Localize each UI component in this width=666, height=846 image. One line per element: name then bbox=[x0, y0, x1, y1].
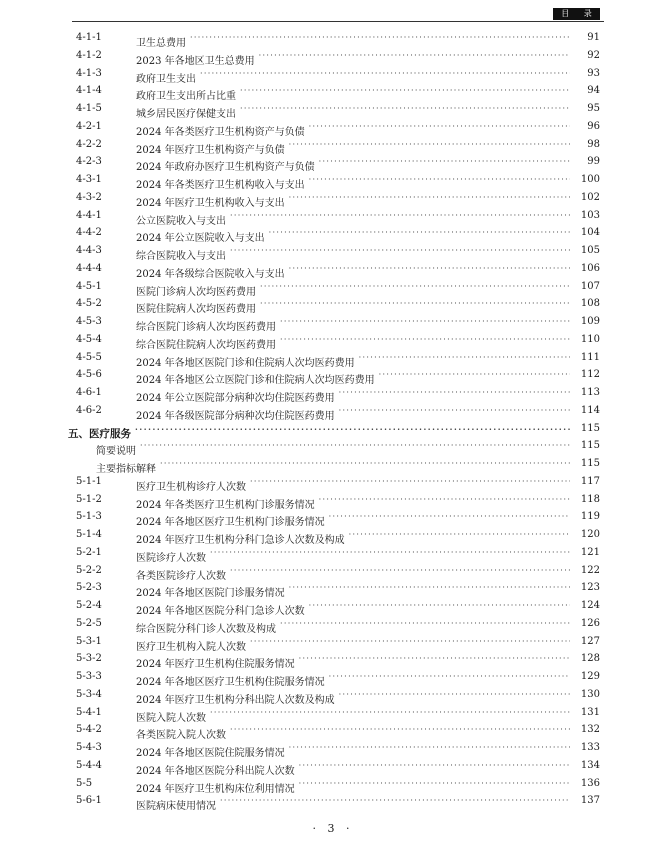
toc-entry-leader bbox=[136, 261, 600, 280]
toc-entry-title: 医院住院病人次均医药费用 bbox=[136, 304, 256, 316]
dot-leader bbox=[309, 598, 600, 614]
dot-leader bbox=[200, 66, 600, 82]
dot-leader bbox=[210, 705, 600, 721]
toc-entry-title: 医院病床使用情况 bbox=[136, 801, 216, 813]
toc-entry-title: 2024 年医疗卫生机构分科出院人次数及构成 bbox=[136, 694, 335, 706]
toc-entry[interactable] bbox=[0, 634, 666, 653]
toc-entry-title: 2024 年各地区公立医院门诊和住院病人次均医药费用 bbox=[136, 375, 375, 387]
toc-entry-leader bbox=[136, 651, 600, 671]
toc-entry-leader bbox=[136, 616, 600, 635]
toc-entry-leader bbox=[136, 367, 600, 387]
toc-entry-leader bbox=[136, 705, 600, 724]
toc-entry-number: 4-4-3 bbox=[76, 245, 102, 256]
toc-entry-title: 2024 年医疗卫生机构床位利用情况 bbox=[136, 783, 295, 795]
toc-entry-title: 2024 年医疗卫生机构分科门急诊人次数及构成 bbox=[136, 535, 345, 546]
dot-leader bbox=[349, 527, 600, 543]
toc-entry-title: 主要指标解释 bbox=[96, 464, 156, 475]
toc-entry-leader bbox=[68, 421, 600, 440]
toc-entry-title: 政府卫生支出 bbox=[136, 73, 196, 85]
dot-leader bbox=[299, 776, 600, 792]
toc-entry[interactable] bbox=[0, 101, 666, 120]
toc-entry-page: 121 bbox=[570, 545, 600, 561]
toc-entry-title: 医疗卫生机构诊疗人次数 bbox=[136, 481, 246, 493]
toc-entry-page: 118 bbox=[570, 492, 600, 508]
toc-entry-leader bbox=[136, 598, 600, 617]
toc-entry-leader bbox=[136, 314, 600, 333]
dot-leader bbox=[289, 580, 600, 596]
dot-leader bbox=[309, 172, 600, 188]
toc-entry-page: 111 bbox=[570, 350, 600, 366]
toc-entry-title: 2024 年各地区医院住院服务情况 bbox=[136, 748, 285, 759]
toc-entry-page: 117 bbox=[570, 474, 600, 490]
toc-entry-title: 各类医院诊疗人次数 bbox=[136, 570, 226, 582]
dot-leader bbox=[260, 279, 600, 295]
dot-leader bbox=[329, 509, 600, 525]
dot-leader bbox=[230, 722, 600, 738]
toc-entry-title: 2024 年各地区医院分科门急诊人次数 bbox=[136, 606, 305, 617]
toc-entry-page: 119 bbox=[570, 509, 600, 525]
dot-leader bbox=[289, 261, 600, 277]
toc-entry-page: 132 bbox=[570, 722, 600, 738]
toc-entry-page: 128 bbox=[570, 651, 600, 667]
dot-leader bbox=[359, 350, 600, 366]
toc-entry-title: 2024 年各级医院部分病种次均住院医药费用 bbox=[136, 410, 335, 422]
toc-entry-page: 124 bbox=[570, 598, 600, 614]
toc-entry-page: 120 bbox=[570, 527, 600, 543]
toc-entry-page: 94 bbox=[570, 83, 600, 99]
dot-leader bbox=[250, 634, 600, 650]
dot-leader bbox=[210, 545, 600, 561]
toc-entry-page: 115 bbox=[570, 438, 600, 454]
toc-entry-page: 122 bbox=[570, 563, 600, 579]
toc-entry[interactable] bbox=[0, 403, 666, 422]
toc-entry-page: 91 bbox=[570, 30, 600, 46]
toc-entry-leader bbox=[136, 474, 600, 493]
toc-entry-leader bbox=[136, 172, 600, 191]
toc-entry-leader bbox=[136, 48, 600, 67]
toc-entry-number: 4-6-2 bbox=[76, 404, 102, 416]
toc-entry-title: 综合医院收入与支出 bbox=[136, 251, 226, 262]
toc-entry-number: 5-2-1 bbox=[76, 546, 102, 558]
toc-entry-leader bbox=[136, 225, 600, 245]
section-header-tag: 目 录 bbox=[553, 8, 600, 20]
toc-entry-title: 简要说明 bbox=[96, 446, 136, 458]
toc-entry-number: 5-1-3 bbox=[76, 511, 102, 523]
dot-leader bbox=[339, 385, 600, 401]
toc-entry-leader bbox=[136, 545, 600, 564]
toc-entry-page: 106 bbox=[570, 261, 600, 277]
dot-leader bbox=[329, 669, 600, 685]
toc-entry-number: 4-2-2 bbox=[76, 138, 102, 150]
toc-entry[interactable] bbox=[0, 243, 666, 262]
toc-entry-page: 115 bbox=[570, 421, 600, 437]
toc-entry-leader bbox=[136, 119, 600, 138]
dot-leader bbox=[339, 687, 600, 703]
toc-entry[interactable] bbox=[0, 651, 666, 671]
toc-entry[interactable] bbox=[0, 776, 666, 795]
toc-entry-number: 4-5-3 bbox=[76, 316, 102, 327]
toc-entry-leader bbox=[136, 758, 600, 777]
toc-entry-number: 5-3-3 bbox=[76, 671, 102, 682]
dot-leader bbox=[230, 563, 600, 579]
dot-leader bbox=[190, 30, 600, 46]
dot-leader bbox=[299, 651, 600, 667]
toc-entry-page: 129 bbox=[570, 669, 600, 685]
toc-entry-leader bbox=[96, 456, 600, 475]
toc-entry-page: 113 bbox=[570, 385, 600, 401]
toc-entry[interactable] bbox=[0, 527, 666, 546]
toc-entry[interactable] bbox=[0, 367, 666, 387]
toc-entry-page: 108 bbox=[570, 296, 600, 312]
toc-entry-leader bbox=[136, 279, 600, 298]
toc-entry-number: 5-4-4 bbox=[76, 759, 102, 771]
toc-entry-page: 102 bbox=[570, 190, 600, 206]
toc-entry-number: 5-5 bbox=[76, 777, 93, 789]
toc-entry[interactable] bbox=[0, 616, 666, 635]
toc-entry-page: 98 bbox=[570, 137, 600, 153]
toc-entry-page: 110 bbox=[570, 332, 600, 348]
dot-leader bbox=[339, 403, 600, 419]
toc-entry[interactable] bbox=[0, 30, 666, 49]
toc-entry-number: 4-2-1 bbox=[76, 120, 102, 132]
toc-entry-number: 4-4-1 bbox=[76, 209, 102, 221]
toc-entry[interactable] bbox=[0, 687, 666, 706]
toc-entry-number: 5-2-5 bbox=[76, 617, 102, 629]
toc-entry-leader bbox=[136, 296, 600, 316]
toc-entry-title: 医院诊疗人次数 bbox=[136, 552, 206, 564]
toc-entry-title: 公立医院收入与支出 bbox=[136, 215, 226, 227]
toc-entry[interactable] bbox=[0, 137, 666, 156]
toc-entry-page: 100 bbox=[570, 172, 600, 188]
toc-entry-title: 综合医院住院病人次均医药费用 bbox=[136, 339, 276, 351]
toc-entry-page: 126 bbox=[570, 616, 600, 632]
toc-entry-page: 127 bbox=[570, 634, 600, 650]
toc-entry-number: 4-4-4 bbox=[76, 262, 102, 274]
dot-leader bbox=[220, 793, 600, 809]
toc-entry[interactable] bbox=[0, 48, 666, 67]
toc-entry-page: 123 bbox=[570, 580, 600, 596]
toc-entry-page: 114 bbox=[570, 403, 600, 419]
toc-entry-leader bbox=[136, 350, 600, 369]
dot-leader bbox=[319, 492, 600, 508]
toc-entry[interactable] bbox=[0, 705, 666, 724]
toc-entry[interactable] bbox=[0, 598, 666, 617]
toc-entry[interactable] bbox=[0, 563, 666, 582]
toc-entry-page: 137 bbox=[570, 793, 600, 809]
dot-leader bbox=[280, 616, 600, 632]
toc-entry-title: 2024 年各地区医疗卫生机构门诊服务情况 bbox=[136, 517, 325, 529]
toc-entry[interactable] bbox=[0, 225, 666, 245]
dot-leader bbox=[140, 438, 600, 454]
toc-entry-page: 96 bbox=[570, 119, 600, 135]
toc-entry-number: 4-1-4 bbox=[76, 85, 102, 97]
dot-leader bbox=[135, 421, 600, 437]
toc-entry-number: 4-5-6 bbox=[76, 369, 102, 381]
toc-entry-leader bbox=[136, 580, 600, 600]
toc-entry[interactable] bbox=[0, 261, 666, 280]
page-number: · 3 · bbox=[312, 822, 354, 835]
toc-entry[interactable] bbox=[0, 314, 666, 333]
toc-entry-leader bbox=[136, 563, 600, 582]
toc-entry[interactable] bbox=[0, 385, 666, 404]
dot-leader bbox=[250, 474, 600, 490]
toc-entry-title: 医疗卫生机构入院人次数 bbox=[136, 641, 246, 653]
toc-entry-number: 4-2-3 bbox=[76, 156, 102, 168]
dot-leader bbox=[240, 83, 600, 99]
toc-entry-title: 2024 年各地区医院门诊和住院病人次均医药费用 bbox=[136, 357, 355, 369]
dot-leader bbox=[280, 314, 600, 330]
toc-entry-number: 4-6-1 bbox=[76, 387, 102, 398]
toc-entry-page: 93 bbox=[570, 66, 600, 82]
toc-entry-page: 105 bbox=[570, 243, 600, 259]
dot-leader bbox=[280, 332, 600, 348]
toc-entry-title: 2024 年各类医疗卫生机构资产与负债 bbox=[136, 126, 305, 138]
toc-entry[interactable] bbox=[0, 208, 666, 227]
toc-entry-title: 2024 年各地区医院门诊服务情况 bbox=[136, 588, 285, 600]
toc-entry-title: 2024 年各地区医疗卫生机构住院服务情况 bbox=[136, 677, 325, 688]
toc-entry-title: 2024 年公立医院部分病种次均住院医药费用 bbox=[136, 393, 335, 404]
toc-entry-number: 5-3-4 bbox=[76, 688, 102, 700]
toc-entry-number: 4-1-3 bbox=[76, 67, 102, 79]
dot-leader bbox=[230, 243, 600, 259]
toc-entry-number: 4-1-5 bbox=[76, 103, 102, 114]
toc-entry[interactable] bbox=[0, 545, 666, 564]
dot-leader bbox=[379, 367, 600, 383]
toc-entry-title: 五、医疗服务 bbox=[68, 427, 131, 440]
toc-entry-leader bbox=[136, 492, 600, 511]
dot-leader bbox=[299, 758, 600, 774]
dot-leader bbox=[319, 154, 600, 170]
toc-entry-number: 4-5-5 bbox=[76, 351, 102, 363]
toc-entry-page: 99 bbox=[570, 154, 600, 170]
toc-entry-leader bbox=[136, 190, 600, 209]
toc-entry-leader bbox=[136, 66, 600, 85]
header-rule bbox=[72, 21, 604, 22]
toc-entry-title: 各类医院入院人次数 bbox=[136, 730, 226, 742]
toc-entry-page: 133 bbox=[570, 740, 600, 756]
toc-entry-number: 4-5-4 bbox=[76, 333, 102, 345]
toc-entry[interactable] bbox=[0, 66, 666, 85]
toc-entry-number: 4-1-1 bbox=[76, 32, 102, 43]
toc-entry-title: 2024 年各地区医院分科出院人次数 bbox=[136, 765, 295, 777]
toc-entry-leader bbox=[136, 332, 600, 351]
toc-entry[interactable] bbox=[0, 492, 666, 511]
toc-entry-number: 5-3-2 bbox=[76, 653, 102, 665]
toc-entry-number: 5-2-3 bbox=[76, 582, 102, 594]
toc-entry[interactable] bbox=[0, 722, 666, 742]
toc-entry-leader bbox=[136, 687, 600, 706]
toc-entry[interactable] bbox=[0, 190, 666, 209]
toc-entry-title: 综合医院分科门诊人次数及构成 bbox=[136, 623, 276, 635]
toc-entry-title: 2024 年各级综合医院收入与支出 bbox=[136, 268, 285, 280]
toc-entry-number: 5-2-4 bbox=[76, 600, 102, 611]
toc-entry-page: 112 bbox=[570, 367, 600, 383]
toc-entry-title: 2024 年医疗卫生机构住院服务情况 bbox=[136, 659, 295, 671]
toc-entry[interactable] bbox=[0, 580, 666, 600]
toc-entry-number: 4-5-1 bbox=[76, 280, 102, 292]
toc-entry-title: 2023 年各地区卫生总费用 bbox=[136, 55, 255, 67]
dot-leader bbox=[309, 119, 600, 135]
toc-entry-title: 医院门诊病人次均医药费用 bbox=[136, 286, 256, 298]
toc-entry[interactable] bbox=[0, 509, 666, 529]
toc-entry-leader bbox=[136, 137, 600, 156]
toc-entry-number: 5-2-2 bbox=[76, 564, 102, 576]
toc-entry-leader bbox=[136, 154, 600, 174]
toc-entry-number: 4-5-2 bbox=[76, 298, 102, 310]
toc-entry-leader bbox=[136, 722, 600, 742]
dot-leader bbox=[230, 208, 600, 224]
toc-entry-leader bbox=[136, 669, 600, 688]
toc-entry-title: 卫生总费用 bbox=[136, 38, 186, 49]
toc-entry-number: 5-3-1 bbox=[76, 635, 102, 647]
toc-entry[interactable] bbox=[0, 332, 666, 351]
toc-entry[interactable] bbox=[0, 669, 666, 688]
toc-entry-page: 109 bbox=[570, 314, 600, 330]
toc-entry[interactable] bbox=[0, 154, 666, 174]
dot-leader bbox=[289, 190, 600, 206]
toc-entry[interactable] bbox=[0, 296, 666, 316]
toc-entry-leader bbox=[136, 208, 600, 227]
dot-leader bbox=[240, 101, 600, 117]
toc-entry-page: 134 bbox=[570, 758, 600, 774]
toc-entry[interactable] bbox=[0, 793, 666, 813]
toc-entry[interactable] bbox=[0, 279, 666, 298]
toc-entry-number: 5-1-1 bbox=[76, 475, 102, 487]
toc-entry[interactable] bbox=[0, 119, 666, 138]
toc-entry-title: 城乡居民医疗保健支出 bbox=[136, 109, 236, 120]
toc-entry-page: 92 bbox=[570, 48, 600, 64]
dot-leader bbox=[260, 296, 600, 312]
toc-entry-number: 5-6-1 bbox=[76, 795, 102, 807]
toc-entry[interactable] bbox=[0, 758, 666, 777]
toc-entry-page: 136 bbox=[570, 776, 600, 792]
toc-entry-leader bbox=[136, 385, 600, 404]
toc-entry-leader bbox=[136, 793, 600, 813]
toc-entry-number: 5-1-2 bbox=[76, 493, 102, 505]
toc-entry-number: 4-4-2 bbox=[76, 227, 102, 239]
toc-entry-leader bbox=[136, 243, 600, 262]
toc-entry-title: 2024 年政府办医疗卫生机构资产与负债 bbox=[136, 162, 315, 174]
toc-entry-page: 130 bbox=[570, 687, 600, 703]
toc-entry-leader bbox=[136, 101, 600, 120]
toc-entry-leader bbox=[136, 634, 600, 653]
toc-section-heading[interactable] bbox=[0, 421, 666, 440]
toc-entry-number: 4-3-1 bbox=[76, 174, 102, 185]
toc-entry-leader bbox=[136, 30, 600, 49]
toc-entry-leader bbox=[136, 776, 600, 795]
toc-entry[interactable] bbox=[0, 474, 666, 493]
toc-entry-page: 104 bbox=[570, 225, 600, 241]
dot-leader bbox=[289, 137, 600, 153]
dot-leader bbox=[160, 456, 600, 472]
toc-entry-title: 2024 年医疗卫生机构资产与负债 bbox=[136, 144, 285, 156]
toc-entry-number: 4-3-2 bbox=[76, 191, 102, 203]
toc-entry-page: 115 bbox=[570, 456, 600, 472]
toc-entry-number: 5-1-4 bbox=[76, 529, 102, 540]
toc-entry-number: 4-1-2 bbox=[76, 49, 102, 61]
toc-entry-leader bbox=[136, 509, 600, 529]
toc-entry[interactable] bbox=[0, 172, 666, 191]
toc-entry-title: 医院入院人次数 bbox=[136, 712, 206, 724]
toc-entry-leader bbox=[136, 740, 600, 759]
toc-entry-number: 5-4-3 bbox=[76, 742, 102, 753]
toc-entry-title: 政府卫生支出所占比重 bbox=[136, 91, 236, 103]
toc-entry[interactable] bbox=[0, 438, 666, 458]
toc-entry-page: 103 bbox=[570, 208, 600, 224]
toc-entry[interactable] bbox=[0, 350, 666, 369]
toc-entry[interactable] bbox=[0, 456, 666, 475]
toc-entry-title: 综合医院门诊病人次均医药费用 bbox=[136, 322, 276, 333]
toc-entry-page: 131 bbox=[570, 705, 600, 721]
toc-entry[interactable] bbox=[0, 83, 666, 103]
toc-entry-leader bbox=[136, 83, 600, 103]
toc-entry-number: 5-4-2 bbox=[76, 724, 102, 736]
dot-leader bbox=[269, 225, 600, 241]
toc-entry-title: 2024 年各类医疗卫生机构门诊服务情况 bbox=[136, 499, 315, 511]
toc-entry-leader bbox=[136, 403, 600, 422]
dot-leader bbox=[289, 740, 600, 756]
toc-entry-title: 2024 年医疗卫生机构收入与支出 bbox=[136, 197, 285, 209]
toc-entry-page: 95 bbox=[570, 101, 600, 117]
toc-entry[interactable] bbox=[0, 740, 666, 759]
toc-entry-number: 5-4-1 bbox=[76, 706, 102, 718]
toc-entry-title: 2024 年各类医疗卫生机构收入与支出 bbox=[136, 180, 305, 191]
toc-entry-leader bbox=[96, 438, 600, 458]
toc-entry-leader bbox=[136, 527, 600, 546]
dot-leader bbox=[259, 48, 600, 64]
toc-entry-title: 2024 年公立医院收入与支出 bbox=[136, 233, 265, 245]
toc-entry-page: 107 bbox=[570, 279, 600, 295]
